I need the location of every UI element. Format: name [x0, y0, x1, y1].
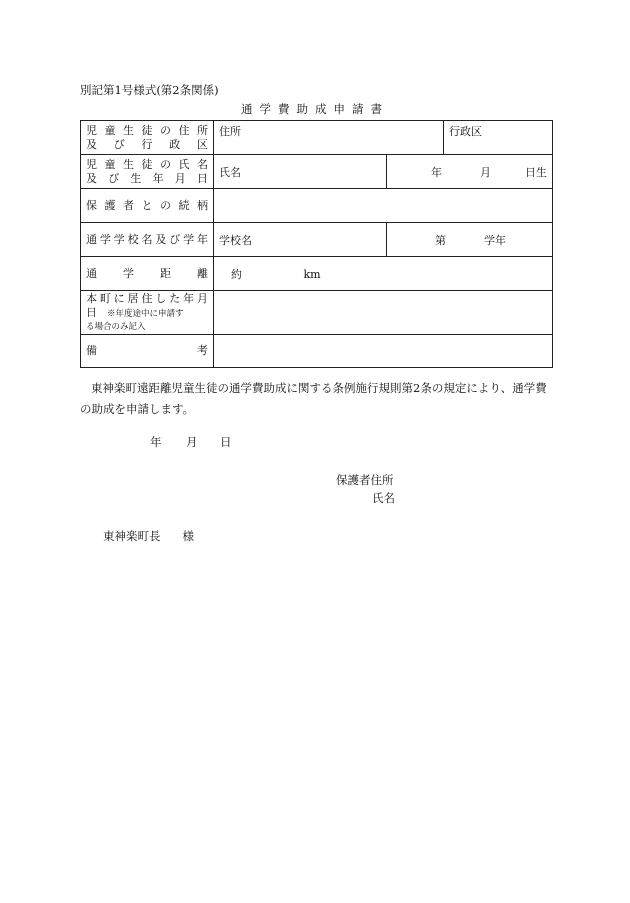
school-label: 通学学校名及び学年	[86, 232, 208, 246]
school-sub-label: 学校名	[219, 233, 252, 247]
birth-day-label: 日生	[525, 165, 547, 179]
row-name	[81, 155, 553, 189]
remarks-label: 備考	[86, 344, 208, 357]
guardian-address-label: 保護者住所	[336, 473, 394, 487]
address-label-line2: 及び行政区	[86, 137, 208, 151]
residence-label-day: 日	[86, 305, 97, 319]
distance-prefix: 約	[231, 267, 242, 281]
name-input-cell[interactable]	[214, 155, 387, 189]
name-label-line1: 児童生徒の氏名	[86, 157, 208, 171]
document-title: 通学費助成申請書	[241, 102, 389, 116]
distance-unit: km	[303, 267, 321, 281]
application-statement: 東神楽町遠距離児童生徒の通学費助成に関する条例施行規則第2条の規定により、通学費の助成を申請します。	[80, 381, 547, 416]
address-sub-label: 住所	[219, 125, 241, 138]
relation-input-cell[interactable]	[214, 189, 553, 223]
residence-label-cell	[81, 291, 214, 335]
guardian-name-label: 氏名	[372, 491, 395, 505]
remarks-input-cell[interactable]	[214, 335, 553, 368]
distance-input-cell[interactable]	[214, 257, 553, 291]
grade-input-cell[interactable]	[387, 223, 553, 257]
distance-label-cell	[81, 257, 214, 291]
relation-label-cell	[81, 189, 214, 223]
date-month-label: 月	[186, 435, 198, 449]
grade-suffix: 学年	[484, 233, 506, 247]
address-label-line1: 児童生徒の住所	[86, 123, 208, 137]
application-form-table	[80, 120, 553, 368]
row-residence	[81, 291, 553, 335]
distance-label: 通学距離	[86, 266, 208, 280]
row-address	[81, 121, 553, 155]
residence-label-line2	[86, 306, 208, 321]
row-relation	[81, 189, 553, 223]
remarks-label-cell	[81, 335, 214, 368]
date-day-label: 日	[220, 435, 232, 449]
birth-year-label: 年	[431, 165, 442, 179]
address-label-cell	[81, 121, 214, 155]
residence-label-line3: る場合のみ記入	[86, 321, 146, 332]
name-label-line2: 及び生年月日	[86, 171, 208, 185]
school-input-cell[interactable]	[214, 223, 387, 257]
row-school	[81, 223, 553, 257]
addressee	[103, 528, 194, 544]
row-distance	[81, 257, 553, 291]
residence-label-line1: 本町に居住した年月	[86, 291, 208, 305]
birth-month-label: 月	[480, 165, 491, 179]
district-sub-label: 行政区	[449, 125, 482, 138]
date-year-label: 年	[150, 435, 162, 449]
address-input-cell[interactable]	[214, 121, 444, 155]
name-sub-label: 氏名	[219, 165, 241, 179]
row-remarks	[81, 335, 553, 368]
addressee-honorific: 様	[182, 529, 194, 543]
addressee-name: 東神楽町長	[103, 529, 161, 543]
name-label-cell	[81, 155, 214, 189]
residence-input-cell[interactable]	[214, 291, 553, 335]
district-input-cell[interactable]	[444, 121, 553, 155]
school-label-cell	[81, 223, 214, 257]
relation-label: 保護者との続柄	[86, 198, 208, 212]
residence-label-note: ※年度途中に申請す	[107, 308, 184, 319]
grade-prefix: 第	[435, 233, 446, 247]
form-reference: 別記第1号様式(第2条関係)	[80, 83, 219, 97]
birthdate-input-cell[interactable]	[387, 155, 553, 189]
